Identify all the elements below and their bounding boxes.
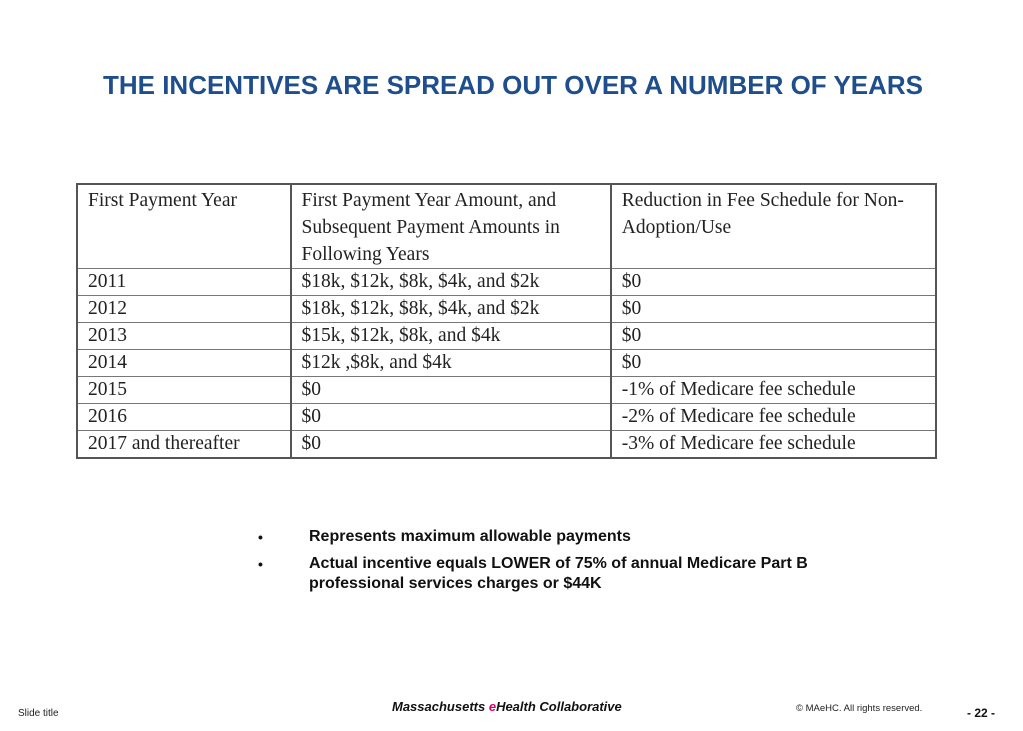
cell-reduction: $0 xyxy=(611,296,936,323)
bullet-text: Represents maximum allowable payments xyxy=(309,528,631,545)
table-row xyxy=(77,350,936,377)
cell-reduction: -3% of Medicare fee schedule xyxy=(611,431,936,459)
table-row xyxy=(77,404,936,431)
header-fee-reduction: Reduction in Fee Schedule for Non-Adoption/Use xyxy=(611,184,936,269)
cell-amounts: $15k, $12k, $8k, and $4k xyxy=(291,323,611,350)
footer-slide-label: Slide title xyxy=(18,708,59,719)
cell-year: 2012 xyxy=(77,296,291,323)
cell-year: 2014 xyxy=(77,350,291,377)
cell-year: 2015 xyxy=(77,377,291,404)
page-number: - 22 - xyxy=(967,706,996,720)
cell-amounts: $0 xyxy=(291,404,611,431)
footer-organization xyxy=(392,699,622,714)
slide-title: THE INCENTIVES ARE SPREAD OUT OVER A NUMBER OF YEARS xyxy=(102,70,924,100)
incentives-table xyxy=(76,183,937,459)
bullet-list xyxy=(258,527,878,601)
bullet-text: Actual incentive equals LOWER of 75% of annual Medicare Part B professional services charges or $44K xyxy=(309,555,808,592)
bullet-item xyxy=(258,527,878,547)
header-first-payment-year: First Payment Year xyxy=(77,184,291,269)
bullet-item xyxy=(258,554,878,594)
table-row xyxy=(77,296,936,323)
org-suffix: Health Collaborative xyxy=(496,699,622,714)
cell-amounts: $18k, $12k, $8k, $4k, and $2k xyxy=(291,296,611,323)
cell-amounts: $18k, $12k, $8k, $4k, and $2k xyxy=(291,269,611,296)
cell-reduction: -2% of Medicare fee schedule xyxy=(611,404,936,431)
cell-year: 2016 xyxy=(77,404,291,431)
bullet-marker: • xyxy=(258,529,263,545)
bullet-marker: • xyxy=(258,556,263,572)
table-row xyxy=(77,431,936,459)
cell-amounts: $0 xyxy=(291,377,611,404)
cell-year: 2011 xyxy=(77,269,291,296)
table-header-row xyxy=(77,184,936,269)
table-row xyxy=(77,269,936,296)
table-row xyxy=(77,323,936,350)
cell-amounts: $0 xyxy=(291,431,611,459)
cell-year: 2013 xyxy=(77,323,291,350)
cell-year: 2017 and thereafter xyxy=(77,431,291,459)
org-prefix: Massachusetts xyxy=(392,699,489,714)
cell-reduction: $0 xyxy=(611,269,936,296)
footer-copyright: © MAeHC. All rights reserved. xyxy=(796,703,923,714)
cell-reduction: $0 xyxy=(611,350,936,377)
cell-reduction: $0 xyxy=(611,323,936,350)
header-payment-amounts: First Payment Year Amount, and Subsequent Payment Amounts in Following Years xyxy=(291,184,611,269)
cell-amounts: $12k ,$8k, and $4k xyxy=(291,350,611,377)
cell-reduction: -1% of Medicare fee schedule xyxy=(611,377,936,404)
org-accent-e: e xyxy=(488,699,497,714)
table-row xyxy=(77,377,936,404)
